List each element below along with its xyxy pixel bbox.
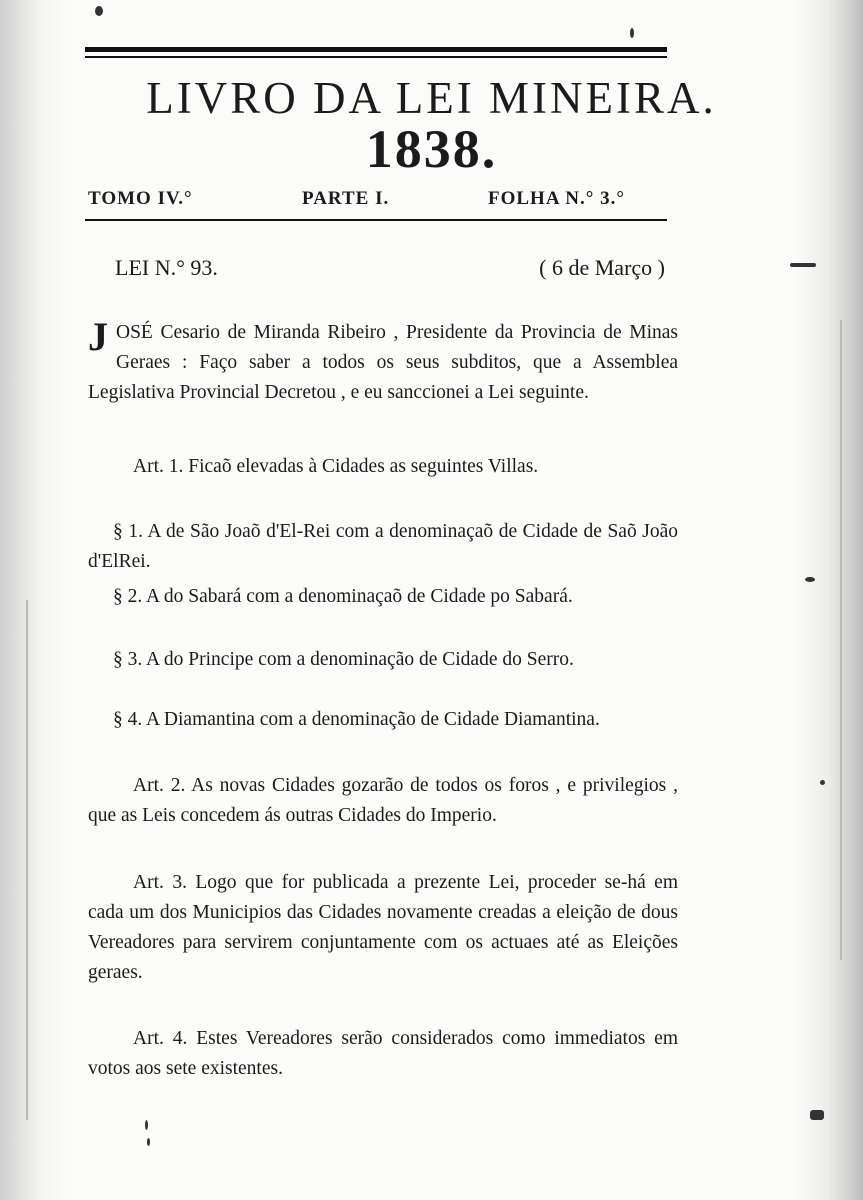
scan-speck (805, 577, 815, 582)
law-date: ( 6 de Março ) (539, 255, 665, 280)
header-rule-thin (85, 56, 667, 58)
scan-speck (147, 1138, 150, 1146)
scan-speck (820, 780, 825, 785)
section-3: § 3. A do Principe com a denominação de Cidade do Serro. (113, 649, 574, 670)
folha-label: FOLHA N.° 3.° (488, 188, 625, 209)
law-number: LEI N.° 93. (115, 255, 218, 280)
article-4: Art. 4. Estes Vereadores serão considerados como immediatos em votos aos sete existentes. (88, 1028, 678, 1079)
article-3: Art. 3. Logo que for publicada a prezente Lei, proceder se-há em cada um dos Municipios das Cidades novamente creadas a eleição de dous Vereadores para servirem conjuntamente com os actuaes até as Eleições geraes. (88, 872, 678, 983)
intro-text: OSÉ Cesario de Miranda Ribeiro , Presidente da Provincia de Minas Geraes : Faço saber a todos os seus subditos, que a Assemblea Legislativa Provincial Decretou , e eu sanccionei a Lei seguinte. (88, 322, 678, 403)
section-2: § 2. A do Sabará com a denominaçaõ de Cidade po Sabará. (113, 586, 573, 607)
page-edge-left (0, 0, 70, 1200)
intro-paragraph (88, 314, 678, 408)
header-rule-thick (85, 47, 667, 52)
scan-speck (810, 1110, 824, 1120)
tomo-label: TOMO IV.° (88, 188, 193, 209)
page-fold-shadow (840, 320, 842, 960)
article-2: Art. 2. As novas Cidades gozarão de todos os foros , e privilegios , que as Leis concedem ás outras Cidades do Imperio. (88, 775, 678, 826)
page-fold-shadow (26, 600, 28, 1120)
scan-speck (145, 1120, 148, 1130)
article-1: Art. 1. Ficaõ elevadas à Cidades as seguintes Villas. (133, 456, 539, 477)
scan-speck (630, 28, 634, 38)
publication-title: LIVRO DA LEI MINEIRA. (146, 73, 717, 123)
parte-label: PARTE I. (302, 188, 390, 209)
page-edge-right (793, 0, 863, 1200)
section-4: § 4. A Diamantina com a denominação de Cidade Diamantina. (113, 709, 600, 730)
publication-year: 1838. (365, 119, 498, 179)
section-1: § 1. A de São Joaõ d'El-Rei com a denominaçaõ de Cidade de Saõ João d'ElRei. (88, 521, 678, 572)
scan-speck (95, 6, 103, 16)
drop-cap: J (88, 314, 108, 359)
scan-speck (790, 263, 816, 267)
section-rule (85, 219, 667, 221)
